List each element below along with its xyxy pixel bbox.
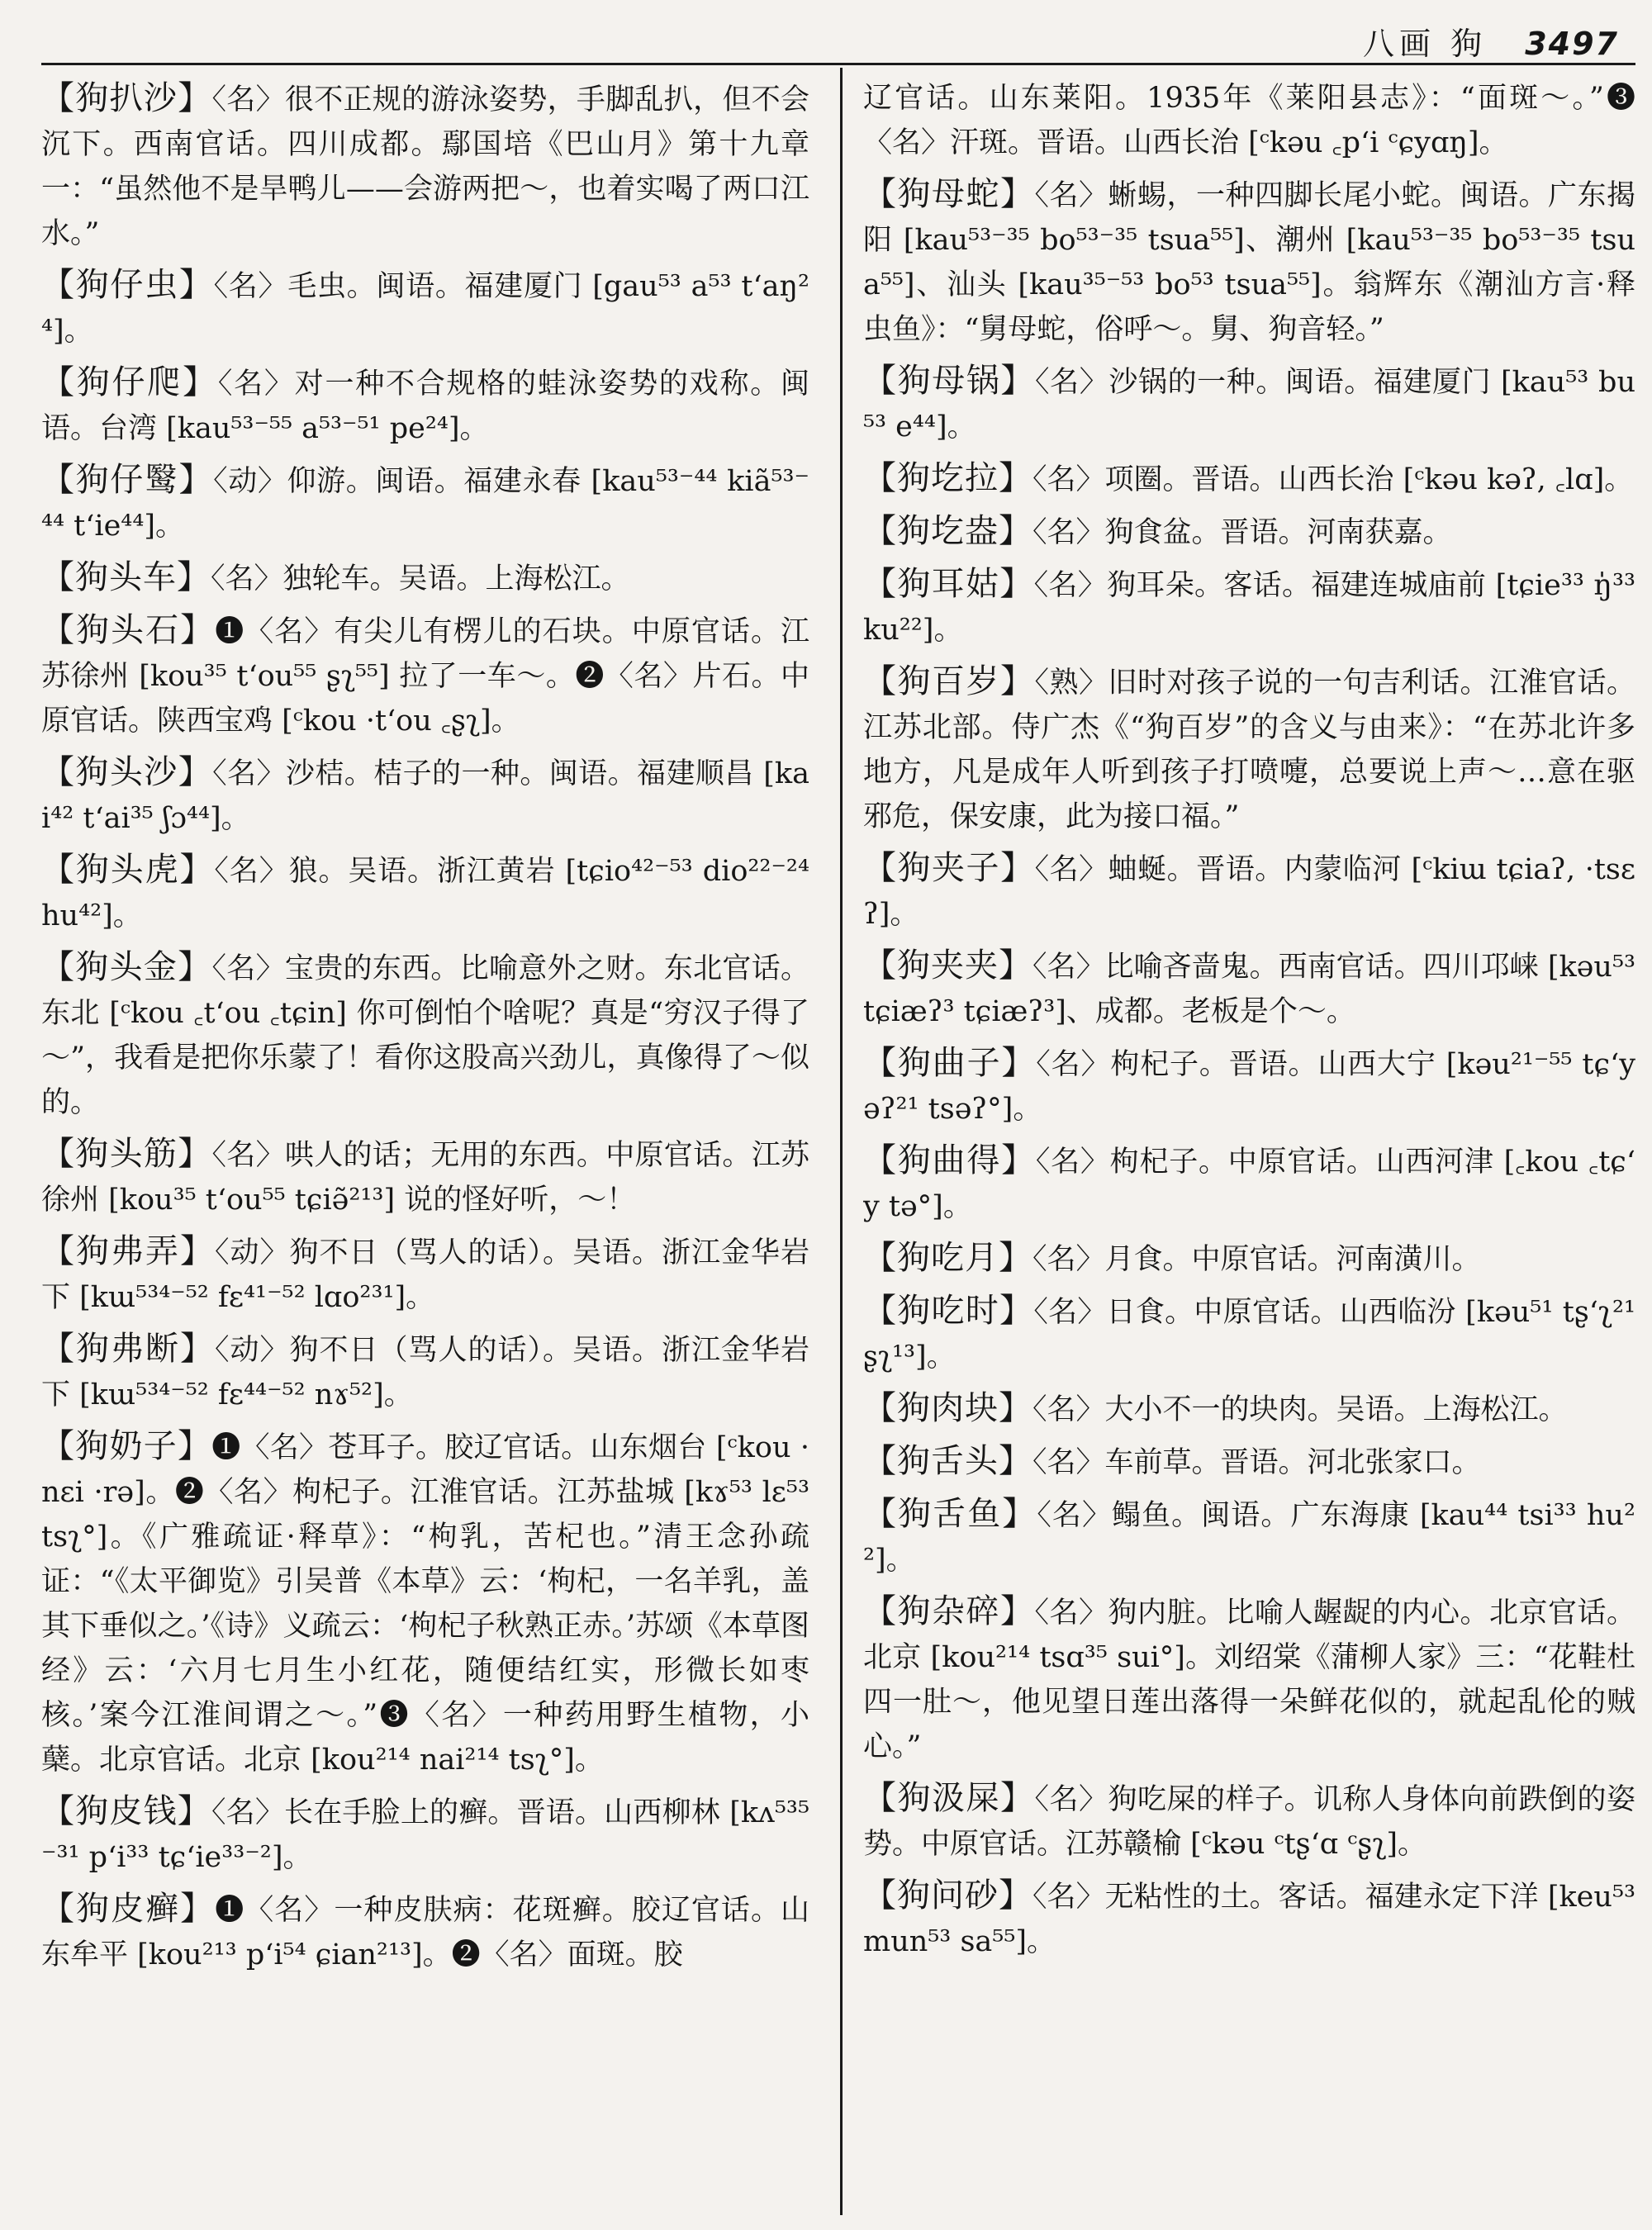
- entry-definition: 〈名〉日食。中原官话。山西临汾 [kəu⁵¹ tʂʻʅ²¹ ʂʅ¹³]。: [863, 1296, 1635, 1374]
- entry-definition: 〈名〉狗耳朵。客话。福建连城庙前 [tɕie³³ ŋ̍³³ ku²²]。: [863, 569, 1635, 647]
- entry-headword: 【狗弗弄】: [41, 1232, 215, 1270]
- dictionary-entry: [41, 458, 809, 548]
- entry-headword: 【狗仔虫】: [41, 266, 214, 304]
- dictionary-entry: [863, 509, 1635, 555]
- entry-headword: 【狗头金】: [41, 948, 212, 986]
- entry-definition: 〈名〉狗内脏。比喻人龌龊的内心。北京官话。北京 [kou²¹⁴ tsɑ³⁵ sui°]。刘绍棠《蒲柳人家》三：“花鞋杜四一肚～，他见望日莲出落得一朵鲜花似的，就起乱伦的贼心。”: [863, 1597, 1635, 1763]
- dictionary-entry: [863, 1236, 1635, 1282]
- dictionary-entry: [41, 1886, 809, 1977]
- entry-definition: 〈名〉狼。吴语。浙江黄岩 [tɕio⁴²⁻⁵³ dio²²⁻²⁴ hu⁴²]。: [41, 855, 809, 932]
- dictionary-entry: [863, 1041, 1635, 1132]
- dictionary-entry: [863, 1492, 1635, 1582]
- dictionary-entry: [863, 562, 1635, 652]
- dictionary-entry: [41, 360, 809, 451]
- dictionary-entry: [863, 943, 1635, 1034]
- dictionary-entry: [41, 945, 809, 1125]
- entry-definition: 〈名〉枸杞子。中原官话。山西河津 [꜀kou ꜀tɕʻy tə°]。: [863, 1146, 1635, 1223]
- entry-headword: 【狗夹夹】: [863, 947, 1033, 985]
- entry-definition: 〈名〉长在手脸上的癣。晋语。山西柳林 [kʌ⁵³⁵⁻³¹ pʻi³³ tɕʻie³³⁻²]。: [41, 1796, 809, 1874]
- entry-headword: 【狗头沙】: [41, 753, 213, 791]
- dictionary-entry: [41, 1229, 809, 1320]
- dictionary-entry: [41, 608, 809, 743]
- entry-headword: 【狗杂碎】: [863, 1592, 1035, 1630]
- dictionary-entry: [41, 1424, 809, 1782]
- entry-definition: 〈动〉仰游。闽语。福建永春 [kau⁵³⁻⁴⁴ kiã⁵³⁻⁴⁴ tʻie⁴⁴]。: [41, 465, 809, 543]
- entry-headword: 【狗舌鱼】: [863, 1495, 1037, 1533]
- entry-definition: 〈名〉毛虫。闽语。福建厦门 [gau⁵³ a⁵³ tʻaŋ²⁴]。: [41, 270, 809, 348]
- entry-definition: 〈名〉狗吃屎的样子。讥称人身体向前跌倒的姿势。中原官话。江苏赣榆 [ᶜkəu ᶜtʂʻɑ ᶜʂʅ]。: [863, 1783, 1635, 1861]
- dictionary-entry: [41, 263, 809, 353]
- entry-headword: 【狗扒沙】: [41, 79, 212, 117]
- entry-definition: 〈名〉很不正规的游泳姿势，手脚乱扒，但不会沉下。西南官话。四川成都。鄢国培《巴山月》第十九章一：“虽然他不是旱鸭儿——会游两把～，也着实喝了两口江水。”: [41, 83, 809, 250]
- entry-definition: 〈名〉项圈。晋语。山西长治 [ᶜkəu kəʔ, ꜀lɑ]。: [1032, 463, 1634, 496]
- entry-headword: 【狗吃月】: [863, 1239, 1032, 1277]
- entry-headword: 【狗仔鹥】: [41, 461, 214, 499]
- dictionary-entry: [41, 1132, 809, 1222]
- entry-definition: 〈名〉对一种不合规格的蛙泳姿势的戏称。闽语。台湾 [kau⁵³⁻⁵⁵ a⁵³⁻⁵¹ pe²⁴]。: [41, 368, 809, 445]
- entry-headword: 【狗圪拉】: [863, 459, 1032, 497]
- entry-headword: 【狗吃时】: [863, 1292, 1034, 1330]
- right-column: [863, 76, 1635, 2215]
- entry-definition: 〈名〉无粘性的土。客话。福建永定下洋 [keu⁵³ mun⁵³ sa⁵⁵]。: [863, 1881, 1635, 1958]
- page-number: 3497: [1525, 26, 1619, 62]
- left-column: [41, 76, 809, 2215]
- dictionary-entry: [863, 172, 1635, 352]
- dictionary-entry: [863, 1776, 1635, 1867]
- entry-definition: 〈名〉独轮车。吴语。上海松江。: [211, 562, 630, 595]
- entry-definition: 〈名〉月食。中原官话。河南潢川。: [1032, 1243, 1481, 1276]
- entry-definition: 辽官话。山东莱阳。1935年《莱阳县志》：“面斑～。”❸〈名〉汗斑。晋语。山西长治 [ᶜkəu ꜀pʻi ᶜɕyɑŋ]。: [863, 82, 1635, 159]
- entry-definition: 〈名〉狗食盆。晋语。河南获嘉。: [1032, 516, 1452, 549]
- dictionary-entry: [863, 1589, 1635, 1769]
- dictionary-entry: [41, 1789, 809, 1880]
- entry-definition: 〈动〉狗不日（骂人的话）。吴语。浙江金华岩下 [kɯ⁵³⁴⁻⁵² fɛ⁴¹⁻⁵² lɑo²³¹]。: [41, 1236, 809, 1314]
- dictionary-entry: [863, 358, 1635, 449]
- entry-headword: 【狗皮癣】: [41, 1890, 216, 1928]
- entry-definition: 〈名〉蚰蜒。晋语。内蒙临河 [ᶜkiɯ tɕiaʔ, ·tsɛʔ]。: [863, 853, 1635, 931]
- entry-headword: 【狗问砂】: [863, 1877, 1033, 1914]
- entry-definition: 〈熟〉旧时对孩子说的一句吉利话。江淮官话。江苏北部。侍广杰《“狗百岁”的含义与由来》：“在苏北许多地方，凡是成年人听到孩子打喷嚏，总要说上声～…意在驱邪危，保安康，此为接口福。”: [863, 667, 1635, 833]
- entry-headword: 【狗头车】: [41, 558, 211, 596]
- entry-definition: 〈名〉沙锅的一种。闽语。福建厦门 [kau⁵³ bu⁵³ e⁴⁴]。: [863, 366, 1635, 444]
- dictionary-entry: [41, 555, 809, 601]
- entry-definition: ❶〈名〉苍耳子。胶辽官话。山东烟台 [ᶜkou ·nɛi ·rə]。❷〈名〉枸杞子。江淮官话。江苏盐城 [kɤ⁵³ lɛ⁵³ tsʅ°]。《广雅疏证·释草》：“枸乳，苦杞也。”清王念孙疏证：“《太平御览》引吴普《本草》云：‘枸杞，一名羊乳，盖其下垂似之。’《诗》义疏云：‘枸杞子秋熟正赤。’苏颂《本草图经》云：‘六月七月生小红花，随便结红实，形微长如枣核。’案今江淮间谓之～。”❸〈名〉一种药用野生植物，小蘖。北京官话。北京 [kou²¹⁴ nai²¹⁴ tsʅ°]。: [41, 1431, 809, 1777]
- entry-definition: ❶〈名〉有尖儿有楞儿的石块。中原官话。江苏徐州 [kou³⁵ tʻou⁵⁵ ʂʅ⁵⁵] 拉了一车～。❷〈名〉片石。中原官话。陕西宝鸡 [ᶜkou ·tʻou ꜀ʂʅ]。: [41, 615, 809, 738]
- entry-headword: 【狗汲屎】: [863, 1779, 1035, 1817]
- dictionary-entry: [863, 1138, 1635, 1229]
- entry-definition: 〈名〉蜥蜴，一种四脚长尾小蛇。闽语。广东揭阳 [kau⁵³⁻³⁵ bo⁵³⁻³⁵ tsua⁵⁵]、潮州 [kau⁵³⁻³⁵ bo⁵³⁻³⁵ tsua⁵⁵]、汕头 [kau³⁵⁻⁵³ bo⁵³ tsua⁵⁵]。翁辉东《潮汕方言·释虫鱼》：“舅母蛇，俗呼～。舅、狗音轻。”: [863, 179, 1635, 346]
- entry-definition: 〈名〉大小不一的块肉。吴语。上海松江。: [1032, 1393, 1568, 1426]
- entry-definition: 〈名〉比喻吝啬鬼。西南官话。四川邛崃 [kəu⁵³ tɕiæʔ³ tɕiæʔ³]、成都。老板是个～。: [863, 951, 1635, 1028]
- section-label: 八画: [1363, 26, 1436, 62]
- entry-headword: 【狗仔爬】: [41, 363, 218, 401]
- entry-headword: 【狗母蛇】: [863, 175, 1035, 213]
- entry-headword: 【狗头虎】: [41, 851, 215, 889]
- entry-headword: 【狗耳姑】: [863, 565, 1034, 603]
- dictionary-entry: [41, 1326, 809, 1417]
- header-rule: [41, 63, 1635, 65]
- dictionary-entry: [863, 1873, 1635, 1964]
- entry-headword: 【狗曲得】: [863, 1141, 1036, 1179]
- dictionary-entry: [863, 1288, 1635, 1379]
- entry-headword: 【狗百岁】: [863, 662, 1035, 700]
- entry-headword: 【狗头筋】: [41, 1135, 212, 1173]
- entry-headword: 【狗皮钱】: [41, 1792, 211, 1830]
- dictionary-entry: [41, 76, 809, 256]
- column-divider: [840, 68, 843, 2215]
- entry-headword: 【狗头石】: [41, 611, 216, 649]
- entry-definition: ❶〈名〉一种皮肤病：花斑癣。胶辽官话。山东牟平 [kou²¹³ pʻi⁵⁴ ɕian²¹³]。❷〈名〉面斑。胶: [41, 1894, 809, 1971]
- dictionary-entry: [41, 847, 809, 938]
- entry-definition: 〈名〉宝贵的东西。比喻意外之财。东北官话。东北 [ᶜkou ꜀tʻou ꜀tɕin] 你可倒怕个啥呢？真是“穷汉子得了～”，我看是把你乐蒙了！看你这股高兴劲儿，真像得了～似的。: [41, 952, 809, 1119]
- dictionary-entry: [863, 659, 1635, 839]
- header-character: 狗: [1450, 26, 1488, 62]
- page-header: [0, 12, 1635, 63]
- entry-headword: 【狗圪盎】: [863, 512, 1032, 550]
- entry-definition: 〈名〉哄人的话；无用的东西。中原官话。江苏徐州 [kou³⁵ tʻou⁵⁵ tɕiə̃²¹³] 说的怪好听，～！: [41, 1139, 809, 1217]
- entry-definition: 〈名〉沙桔。桔子的一种。闽语。福建顺昌 [kai⁴² tʻai³⁵ ʃɔ⁴⁴]。: [41, 757, 809, 835]
- dictionary-entry: [863, 846, 1635, 937]
- entry-headword: 【狗夹子】: [863, 849, 1035, 887]
- entry-headword: 【狗奶子】: [41, 1427, 212, 1465]
- entry-headword: 【狗母锅】: [863, 362, 1036, 400]
- entry-headword: 【狗弗断】: [41, 1330, 215, 1368]
- dictionary-entry: [863, 1439, 1635, 1485]
- entry-definition: 〈名〉鳎鱼。闽语。广东海康 [kau⁴⁴ tsi³³ hu²²]。: [863, 1499, 1635, 1577]
- running-head: [1363, 18, 1619, 64]
- dictionary-entry: [863, 1386, 1635, 1432]
- entry-definition: 〈动〉狗不日（骂人的话）。吴语。浙江金华岩下 [kɯ⁵³⁴⁻⁵² fɛ⁴⁴⁻⁵² nɤ⁵²]。: [41, 1334, 809, 1412]
- dictionary-entry: [41, 750, 809, 841]
- dictionary-entry: [863, 456, 1635, 502]
- entry-definition: 〈名〉枸杞子。晋语。山西大宁 [kəu²¹⁻⁵⁵ tɕʻyəʔ²¹ tsəʔ°]。: [863, 1048, 1635, 1126]
- entry-headword: 【狗肉块】: [863, 1389, 1032, 1427]
- dictionary-entry: [863, 76, 1635, 165]
- entry-headword: 【狗舌头】: [863, 1442, 1032, 1480]
- entry-definition: 〈名〉车前草。晋语。河北张家口。: [1032, 1446, 1481, 1479]
- entry-headword: 【狗曲子】: [863, 1044, 1037, 1082]
